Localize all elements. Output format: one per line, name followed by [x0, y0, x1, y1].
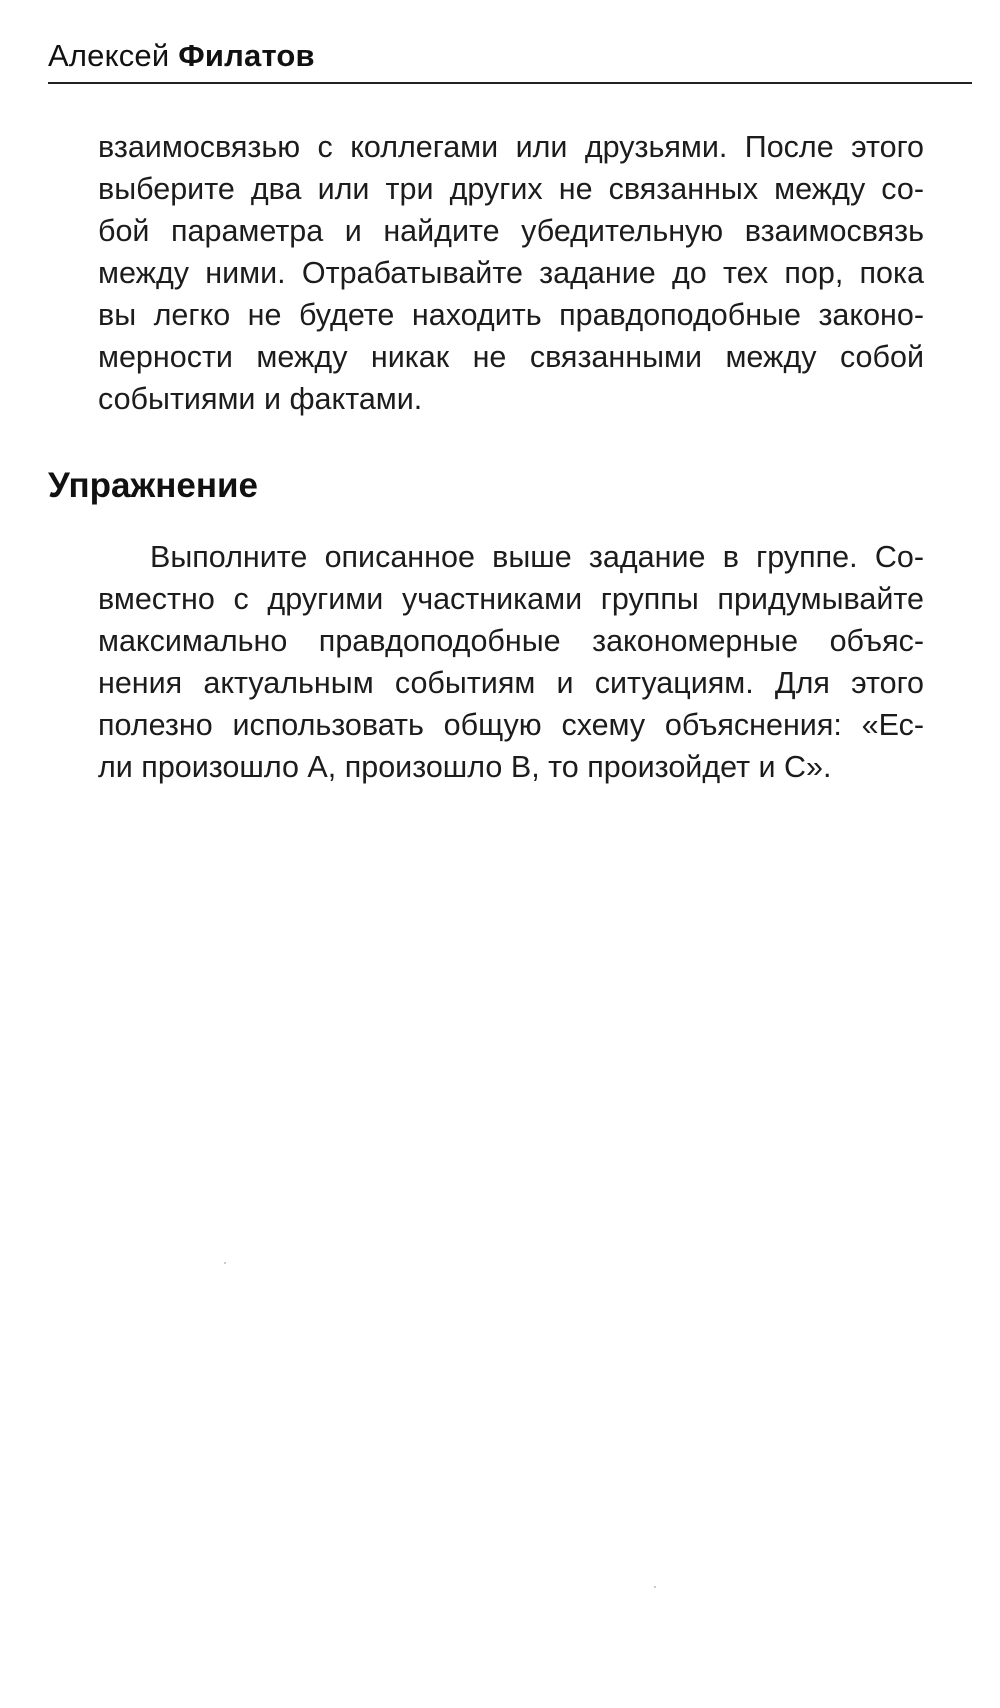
text-line: нения актуальным событиям и ситуациям. Для этого — [98, 666, 924, 700]
text-line: Выполните описанное выше задание в группе. Со- — [150, 540, 924, 574]
text-line: вы легко не будете находить правдоподобные законо- — [98, 298, 924, 332]
text-line: событиями и фактами. — [98, 382, 423, 416]
text-line: взаимосвязью с коллегами или друзьями. После этого — [98, 130, 924, 164]
scan-speck — [654, 1586, 656, 1588]
text-line: выберите два или три других не связанных между со- — [98, 172, 924, 206]
text-line: между ними. Отрабатывайте задание до тех пор, пока — [98, 256, 924, 290]
text-line: полезно использовать общую схему объяснения: «Ес- — [98, 708, 924, 742]
paragraph-continued — [98, 126, 924, 420]
running-head — [48, 38, 315, 74]
scan-speck — [224, 1262, 226, 1264]
author-first-name: Алексей — [48, 38, 170, 73]
text-line: максимально правдоподобные закономерные объяс- — [98, 624, 924, 658]
text-line: вместно с другими участниками группы придумывайте — [98, 582, 924, 616]
text-line: мерности между никак не связанными между собой — [98, 340, 924, 374]
exercise-paragraph — [98, 536, 924, 788]
text-line: бой параметра и найдите убедительную взаимосвязь — [98, 214, 924, 248]
header-rule — [48, 82, 972, 84]
text-line: ли произошло А, произошло В, то произойдет и С». — [98, 750, 832, 784]
author-last-name: Филатов — [178, 38, 315, 73]
section-heading: Упражнение — [48, 466, 258, 505]
